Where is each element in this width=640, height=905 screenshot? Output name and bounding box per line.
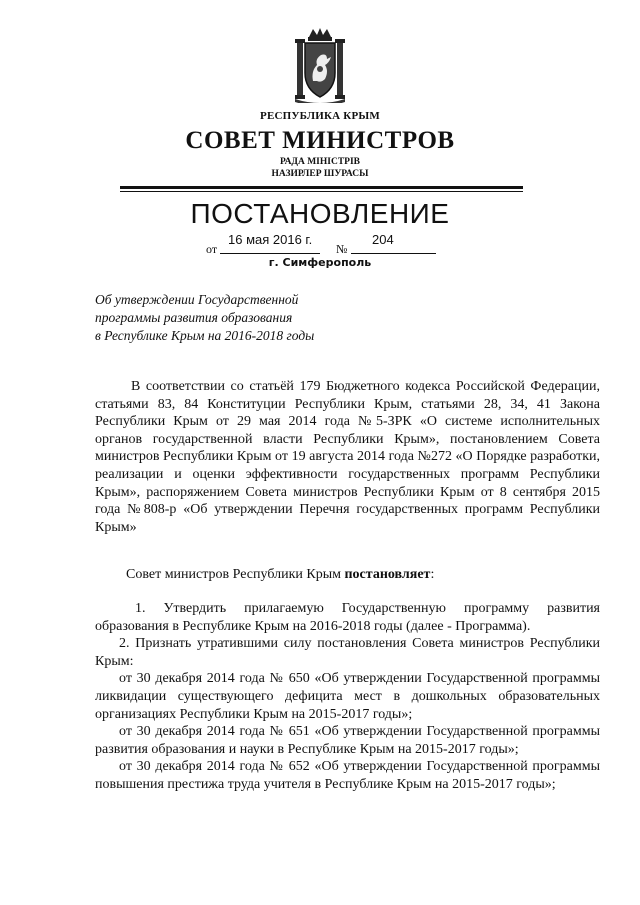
republic-name: РЕСПУБЛИКА КРЫМ	[260, 110, 380, 122]
council-name-crimean-tatar: НАЗИРЛЕР ШУРАСЫ	[271, 169, 369, 179]
crimea-coat-of-arms-icon	[291, 27, 349, 103]
decree-items	[95, 600, 600, 794]
subject-line: программы развития образования	[95, 310, 293, 325]
preamble-paragraph: В соответствии со статьёй 179 Бюджетного кодекса Российской Федерации, статьями 83, 84 Конституции Республики Крым, статьями 28, 34, 41 Закона Республики Крым от 29 мая 2014 года №5-ЗРК «О системе исполнительных органов государственной власти Республики Крым», постановлением Совета министров Республики Крым от 19 августа 2014 года №272 «О Порядке разработки, реализации и оценки эффективности государственных программ Республики Крым», распоряжением Совета министров Республики Крым от 8 сентября 2015 года №808-р «Об утверждении Перечня государственных программ Республики Крым»	[95, 379, 600, 535]
decree-date: 16 мая 2016 г.	[228, 232, 313, 247]
header-divider-thin	[120, 191, 523, 192]
decree-subject	[95, 291, 425, 345]
city-name: г. Симферополь	[268, 256, 372, 269]
council-name: СОВЕТ МИНИСТРОВ	[185, 127, 455, 154]
decree-number: 204	[372, 232, 394, 247]
item-1: 1. Утвердить прилагаемую Государственную программу развития образования в Республике Крым на 2016-2018 годы (далее - Программа).	[95, 601, 600, 634]
subject-line: в Республике Крым на 2016-2018 годы	[95, 328, 315, 343]
council-name-ukrainian: РАДА МІНІСТРІВ	[279, 157, 360, 167]
date-prefix: от	[206, 242, 218, 256]
repealed-decree-651: от 30 декабря 2014 года № 651 «Об утверждении Государственной программы развития образования и науки в Республике Крым на 2015-2017 годы»;	[95, 724, 600, 757]
document-type-title: ПОСТАНОВЛЕНИЕ	[190, 198, 450, 229]
resolves-paragraph	[95, 566, 600, 584]
decree-date-number-line	[206, 232, 436, 256]
number-underline	[351, 253, 436, 254]
repealed-decree-650: от 30 декабря 2014 года № 650 «Об утверждении Государственной программы ликвидации существующего дефицита мест в дошкольных образовательных организациях Республики Крым на 2015-2017 годы»;	[95, 671, 600, 722]
date-underline	[220, 253, 320, 254]
resolves-keyword: постановляет	[344, 567, 431, 582]
header-divider	[120, 186, 523, 189]
subject-line: Об утверждении Государственной	[95, 292, 299, 307]
resolves-lead: Совет министров Республики Крым	[126, 567, 345, 582]
resolves-colon: :	[430, 567, 435, 582]
number-prefix: №	[336, 242, 348, 256]
repealed-decree-652: от 30 декабря 2014 года № 652 «Об утверждении Государственной программы повышения престижа труда учителя в Республике Крым на 2015-2017 годы»;	[95, 759, 600, 792]
item-2: 2. Признать утратившими силу постановления Совета министров Республики Крым:	[95, 636, 600, 669]
